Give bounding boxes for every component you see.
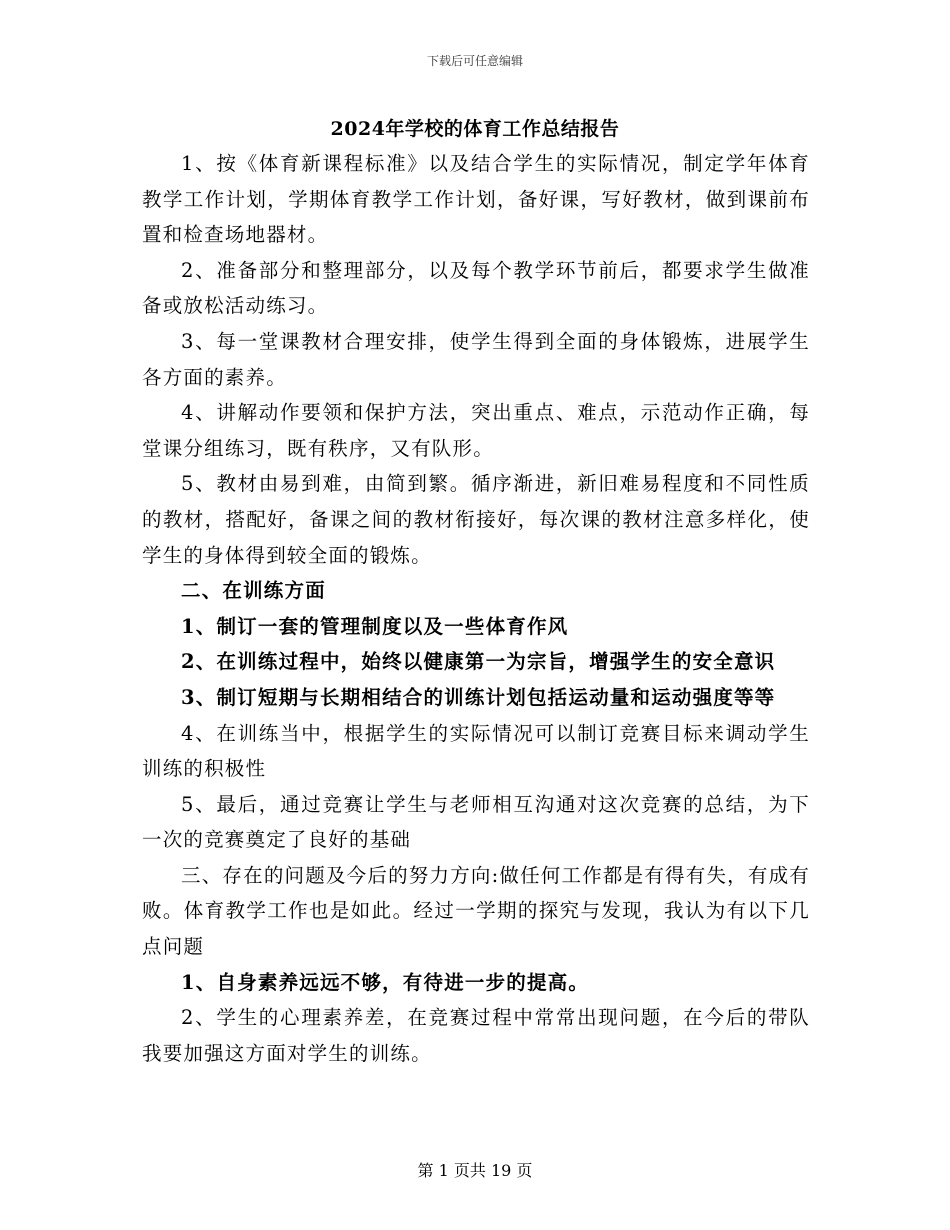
paragraph: 5、教材由易到难，由简到繁。循序渐进，新旧难易程度和不同性质的教材，搭配好，备课之间的教材衔接好，每次课的教材注意多样化，使学生的身体得到较全面的锻炼。 [142,472,810,567]
paragraph: 5、最后，通过竞赛让学生与老师相互沟通对这次竞赛的总结，为下一次的竞赛奠定了良好的基础 [142,792,810,852]
paragraph: 3、每一堂课教材合理安排，使学生得到全面的身体锻炼，进展学生各方面的素养。 [142,329,810,389]
document-body [142,146,810,1071]
paragraph: 3、制订短期与长期相结合的训练计划包括运动量和运动强度等等 [181,685,776,709]
document-title: 2024年学校的体育工作总结报告 [330,118,620,140]
paragraph: 4、在训练当中，根据学生的实际情况可以制订竞赛目标来调动学生训练的积极性 [142,721,810,781]
paragraph: 2、准备部分和整理部分，以及每个教学环节前后，都要求学生做准备或放松活动练习。 [142,258,810,318]
paragraph: 2、在训练过程中，始终以健康第一为宗旨，增强学生的安全意识 [181,650,776,674]
page-header-note: 下载后可任意编辑 [426,54,523,68]
paragraph: 4、讲解动作要领和保护方法，突出重点、难点，示范动作正确，每堂课分组练习，既有秩序，又有队形。 [142,401,810,460]
paragraph: 三、存在的问题及今后的努力方向:做任何工作都是有得有失，有成有败。体育教学工作也是如此。经过一学期的探究与发现，我认为有以下几点问题 [142,863,810,959]
paragraph: 1、按《体育新课程标准》以及结合学生的实际情况，制定学年体育教学工作计划，学期体育教学工作计划，备好课，写好教材，做到课前布置和检查场地器材。 [142,152,810,247]
section-heading: 二、在训练方面 [181,579,326,603]
page-number: 第 1 页共 19 页 [417,1161,533,1180]
paragraph: 1、自身素养远远不够，有待进一步的提高。 [181,970,590,994]
paragraph: 2、学生的心理素养差，在竞赛过程中常常出现问题，在今后的带队我要加强这方面对学生的训练。 [142,1006,810,1065]
paragraph: 1、制订一套的管理制度以及一些体育作风 [181,614,569,638]
